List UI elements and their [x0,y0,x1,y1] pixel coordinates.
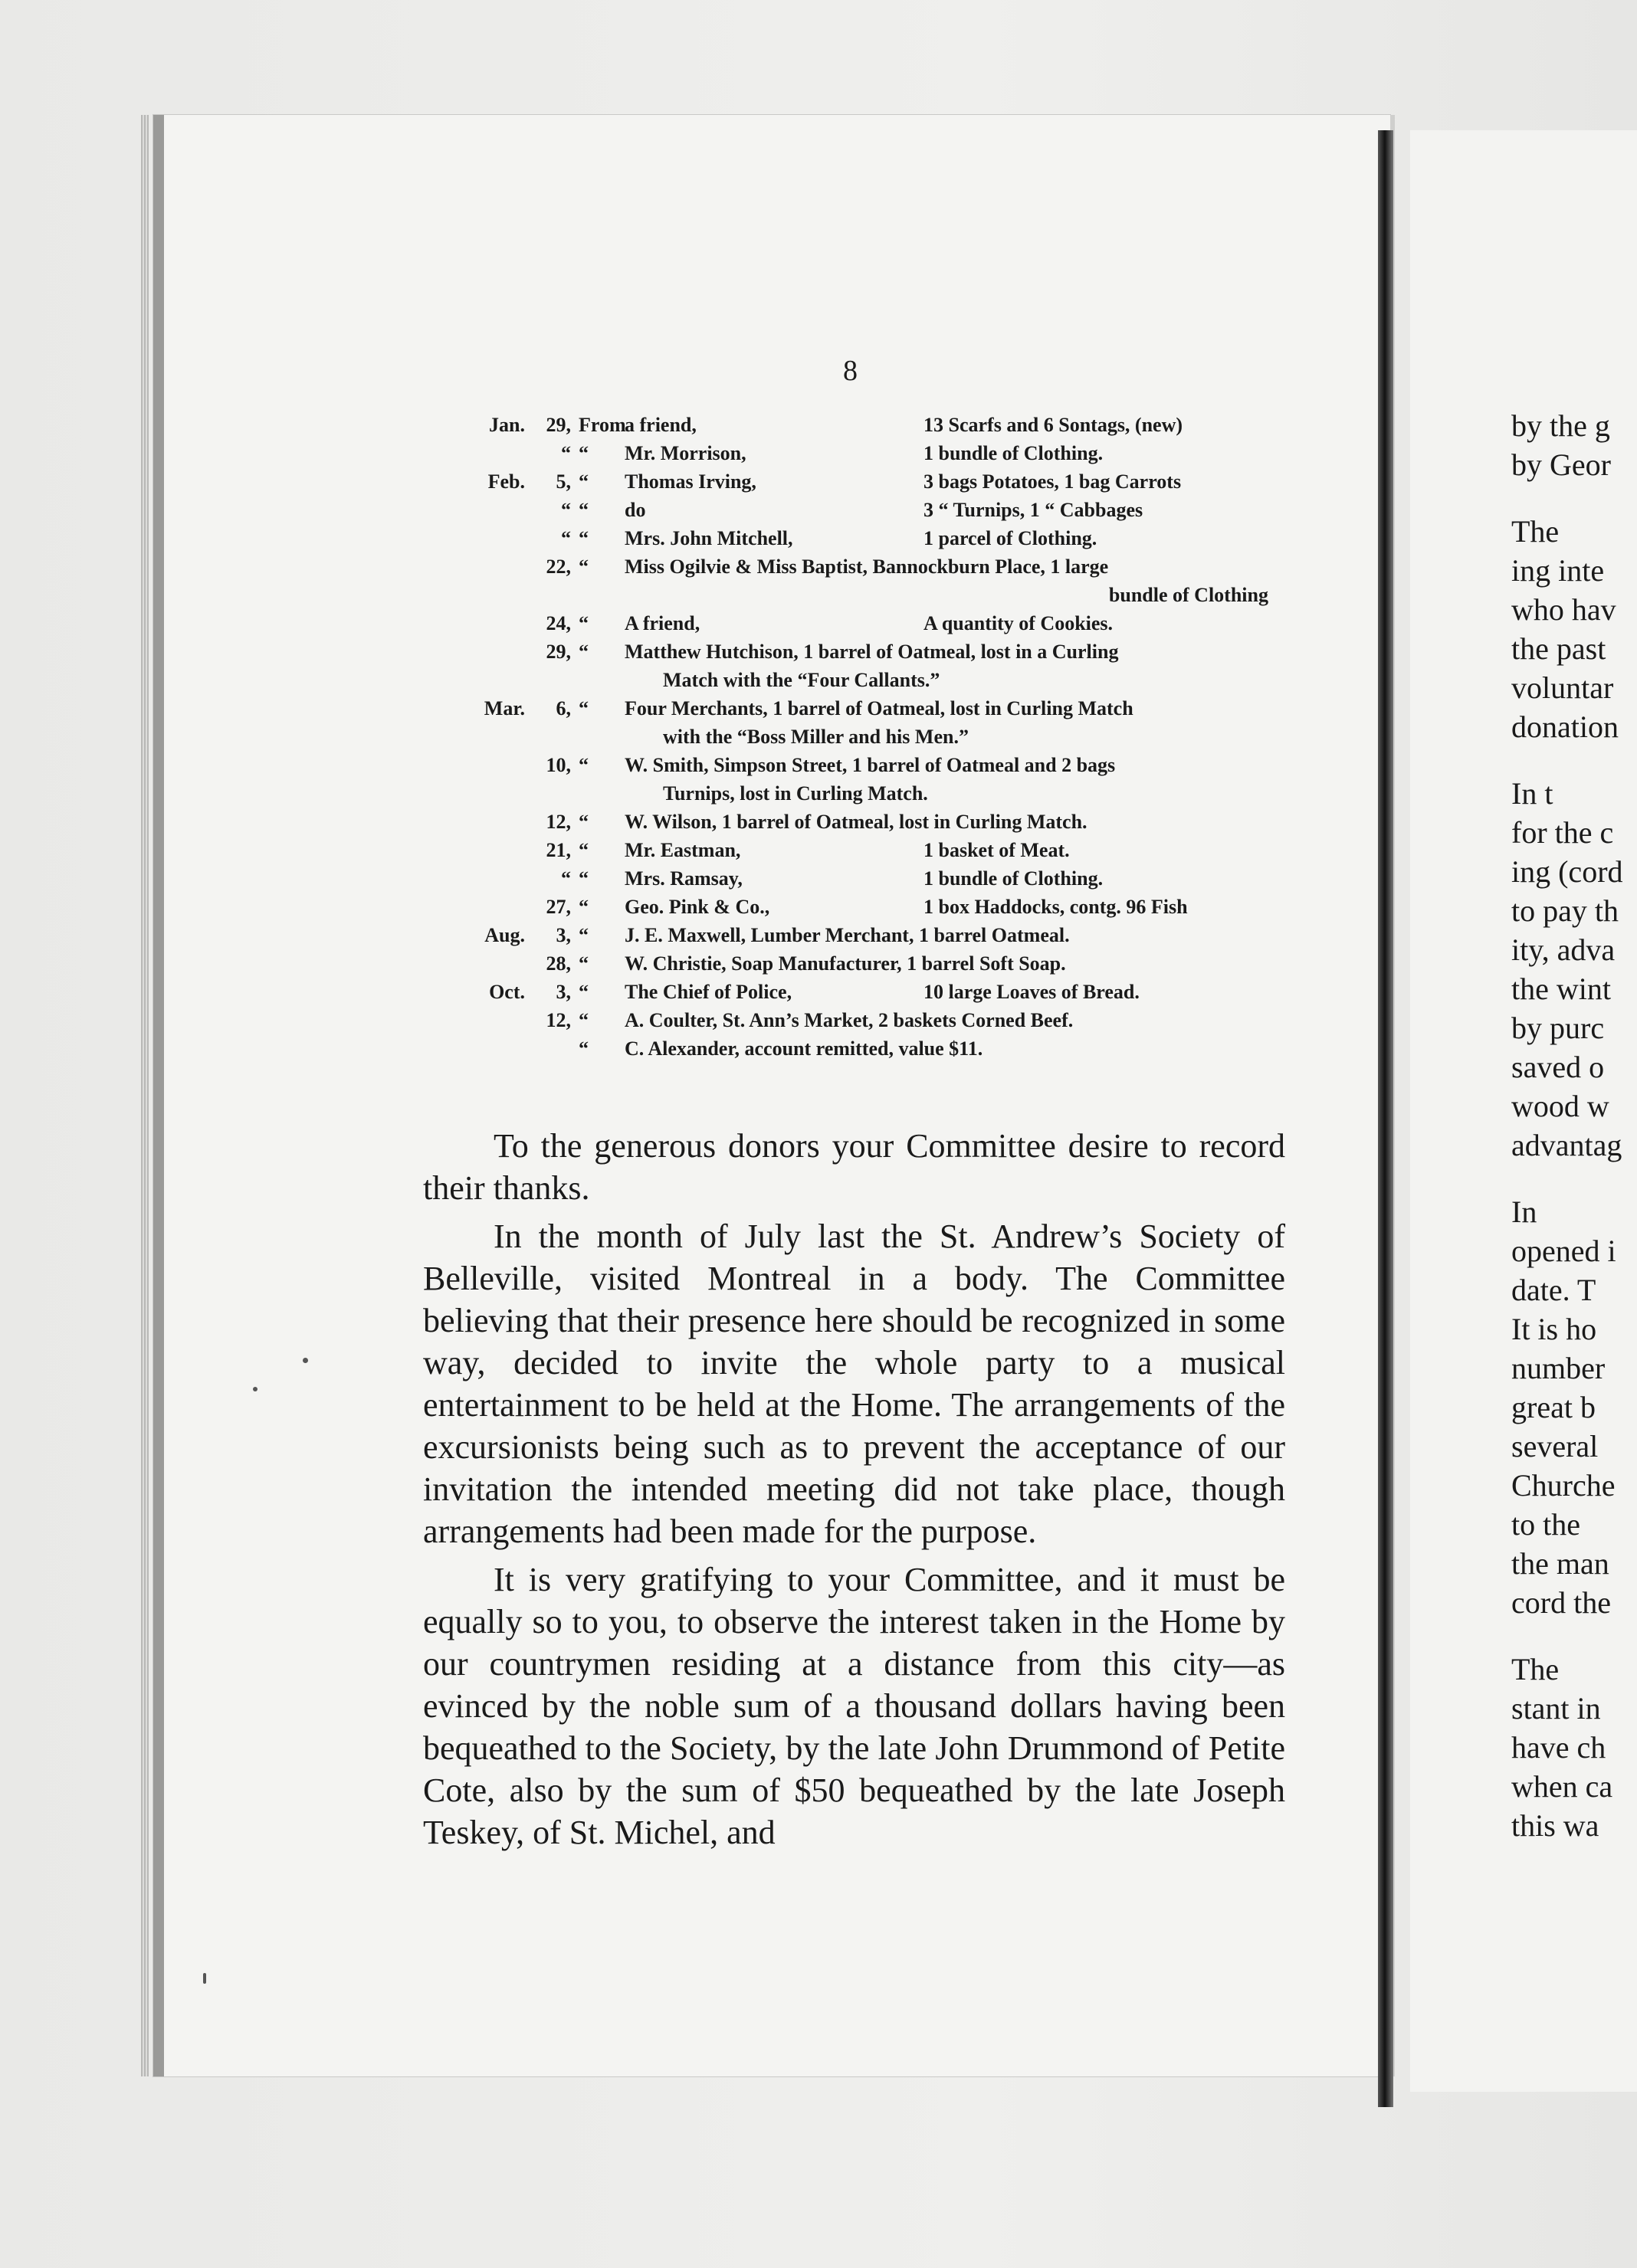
ledger-item: 1 bundle of Clothing. [923,442,1104,464]
right-page-line: donation [1511,710,1619,744]
ledger-donor: Thomas Irving, [625,470,756,493]
right-page-line: several [1511,1429,1599,1463]
ledger-item: 1 box Haddocks, contg. 96 Fish [923,896,1188,918]
ledger-month: Aug. [484,924,525,946]
ledger-continuation: bundle of Clothing [1108,584,1268,606]
ledger-row [441,470,1261,499]
paragraph-gap [1511,1165,1637,1192]
right-page-line: by the g [1511,408,1610,443]
ledger-from: “ [579,612,589,634]
right-page-line: by Geor [1511,447,1611,482]
ledger-day: 29, [546,641,571,663]
right-page-line: by purc [1511,1011,1605,1045]
ledger-from: “ [579,641,589,663]
ledger-item: 10 large Loaves of Bread. [923,981,1140,1003]
ledger-from: From [579,414,626,436]
ledger-day: 6, [556,697,571,719]
right-page-line: saved o [1511,1050,1605,1084]
ledger-row [441,612,1261,641]
book-gutter [1378,130,1393,2107]
ledger-from: “ [579,697,589,719]
ledger-day: 12, [546,1009,571,1031]
ledger-from: “ [579,952,589,975]
right-page-line: who hav [1511,592,1616,627]
right-page-line: It is ho [1511,1312,1597,1346]
ledger-item: 1 bundle of Clothing. [923,867,1104,890]
ledger-day: 21, [546,839,571,861]
ledger-row [441,754,1261,811]
ledger-day: “ [561,527,571,549]
ledger-day: “ [561,867,571,890]
right-page-line: In [1511,1195,1537,1229]
page-number: 8 [843,355,858,387]
ledger-row [441,867,1261,896]
body-paragraph: It is very gratifying to your Committee, and it must be equally so to you, to observe the interest taken in the Home by our countrymen residing at a distance from this city—as evinced by the noble sum of a thousand dollars having been bequeathed to the Society, by the late John Drummond of Petite Cote, also by the sum of $50 bequeathed by the late Joseph Teskey, of St. Michel, and [423,1561,1285,1851]
ledger-item: 1 basket of Meat. [923,839,1070,861]
ledger-row [441,556,1268,612]
right-page-line: In t [1511,776,1553,811]
ledger-item: 13 Scarfs and 6 Sontags, (new) [923,414,1183,436]
ledger-donor: do [625,499,646,521]
ledger-from: “ [579,527,589,549]
ledger-donor: Mrs. Ramsay, [625,867,743,890]
right-page-line: to pay th [1511,893,1619,928]
ledger-row [441,414,1261,442]
right-page-text [1511,406,1637,1845]
ledger-day: 22, [546,556,571,578]
ledger-day: 27, [546,896,571,918]
ledger-row [441,924,1261,952]
ledger-month: Oct. [489,981,525,1003]
ledger-from: “ [579,1037,589,1060]
right-page-line: The [1511,1652,1560,1686]
ledger-donor: Mr. Morrison, [625,442,746,464]
ledger-from: “ [579,867,589,890]
ledger-from: “ [579,754,589,776]
ledger-row [441,1037,1261,1066]
ledger-donor: The Chief of Police, [625,981,792,1003]
ledger-day: “ [561,499,571,521]
ledger-from: “ [579,811,589,833]
ledger-donor: A. Coulter, St. Ann’s Market, 2 baskets Corned Beef. [625,1009,1074,1031]
ledger-donor: C. Alexander, account remitted, value $11. [625,1037,983,1060]
ledger-row [441,981,1261,1009]
paragraph-gap [1511,1622,1637,1650]
ledger-from: “ [579,1009,589,1031]
ledger-donor: Four Merchants, 1 barrel of Oatmeal, lost in Curling Match [625,697,1133,719]
body-text [423,1125,1285,1860]
ledger-from: “ [579,442,589,464]
ledger-row [441,697,1261,754]
ledger-continuation: Match with the “Four Callants.” [663,669,940,691]
ledger-donor: A friend, [625,612,700,634]
ledger-row [441,811,1261,839]
right-page-line: this wa [1511,1808,1599,1843]
right-page-line: date. T [1511,1273,1596,1307]
scan-speck [303,1358,308,1363]
ledger-month: Feb. [487,470,525,493]
ledger-item: 3 bags Potatoes, 1 bag Carrots [923,470,1182,493]
ledger-continuation: with the “Boss Miller and his Men.” [663,726,969,748]
right-page-line: advantag [1511,1128,1622,1162]
ledger-row [441,896,1261,924]
right-page-line: have ch [1511,1730,1606,1765]
ledger-day: 3, [556,981,571,1003]
ledger-donor: a friend, [625,414,697,436]
paragraph-gap [1511,746,1637,774]
right-page-line: great b [1511,1390,1596,1424]
ledger-day: 24, [546,612,571,634]
ledger-from: “ [579,981,589,1003]
right-page-line: ing (cord [1511,854,1623,889]
ledger-row [441,839,1261,867]
right-page-line: the wint [1511,972,1611,1006]
ledger-item: 3 “ Turnips, 1 “ Cabbages [923,499,1143,521]
ledger-row [441,442,1261,470]
ledger-row [441,1009,1261,1037]
page-edge [141,115,149,2076]
ledger-donor: W. Smith, Simpson Street, 1 barrel of Oatmeal and 2 bags [625,754,1116,776]
body-paragraph: To the generous donors your Committee desire to record their thanks. [423,1127,1285,1207]
right-page-line: Churche [1511,1468,1616,1503]
ledger-from: “ [579,470,589,493]
right-page-line: ity, adva [1511,932,1616,967]
right-page-line: stant in [1511,1691,1601,1726]
ledger-from: “ [579,924,589,946]
ledger-donor: Miss Ogilvie & Miss Baptist, Bannockburn Place, 1 large [625,556,1109,578]
paragraph-gap [1511,484,1637,512]
ledger-row [441,499,1261,527]
right-page-line: The [1511,514,1560,549]
ledger-donor: Matthew Hutchison, 1 barrel of Oatmeal, lost in a Curling [625,641,1119,663]
ledger-day: “ [561,442,571,464]
ledger-month: Jan. [489,414,525,436]
ledger-row [441,952,1261,981]
ledger-day: 28, [546,952,571,975]
ledger-month: Mar. [484,697,525,719]
right-page-line: number [1511,1351,1606,1385]
ledger-from: “ [579,556,589,578]
ledger-day: 12, [546,811,571,833]
scan-speck [203,1973,206,1984]
ledger-donor: J. E. Maxwell, Lumber Merchant, 1 barrel Oatmeal. [625,924,1070,946]
scan-speck [253,1387,258,1391]
ledger-donor: Mr. Eastman, [625,839,741,861]
donations-ledger [441,414,1268,1066]
ledger-from: “ [579,499,589,521]
ledger-day: 10, [546,754,571,776]
ledger-item: 1 parcel of Clothing. [923,527,1097,549]
body-paragraph: In the month of July last the St. Andrew’s Society of Belleville, visited Montreal in a body. The Committee believing that their presence here should be recognized in some way, decided to invite the whole party to a musical entertainment to be held at the Home. The arrangements of the excursionists being such as to prevent the acceptance of our invitation the intended meeting did not take place, though arrangements had been made for the purpose. [423,1218,1285,1550]
ledger-donor: Geo. Pink & Co., [625,896,770,918]
right-page-line: the man [1511,1546,1609,1581]
ledger-day: 29, [546,414,571,436]
ledger-from: “ [579,839,589,861]
ledger-donor: W. Christie, Soap Manufacturer, 1 barrel Soft Soap. [625,952,1066,975]
right-page-line: for the c [1511,815,1614,850]
right-page-line: opened i [1511,1234,1616,1268]
ledger-row [441,641,1261,697]
ledger-day: 3, [556,924,571,946]
right-page-line: ing inte [1511,553,1605,588]
ledger-day: 5, [556,470,571,493]
ledger-continuation: Turnips, lost in Curling Match. [663,782,928,805]
right-page-line: when ca [1511,1769,1613,1804]
right-page-line: the past [1511,631,1606,666]
ledger-donor: Mrs. John Mitchell, [625,527,793,549]
right-page-line: cord the [1511,1585,1611,1620]
ledger-item: A quantity of Cookies. [923,612,1114,634]
right-page-line: voluntar [1511,670,1614,705]
ledger-from: “ [579,896,589,918]
right-page-line: wood w [1511,1089,1609,1123]
ledger-row [441,527,1261,556]
ledger-donor: W. Wilson, 1 barrel of Oatmeal, lost in Curling Match. [625,811,1088,833]
right-page-line: to the [1511,1507,1580,1542]
